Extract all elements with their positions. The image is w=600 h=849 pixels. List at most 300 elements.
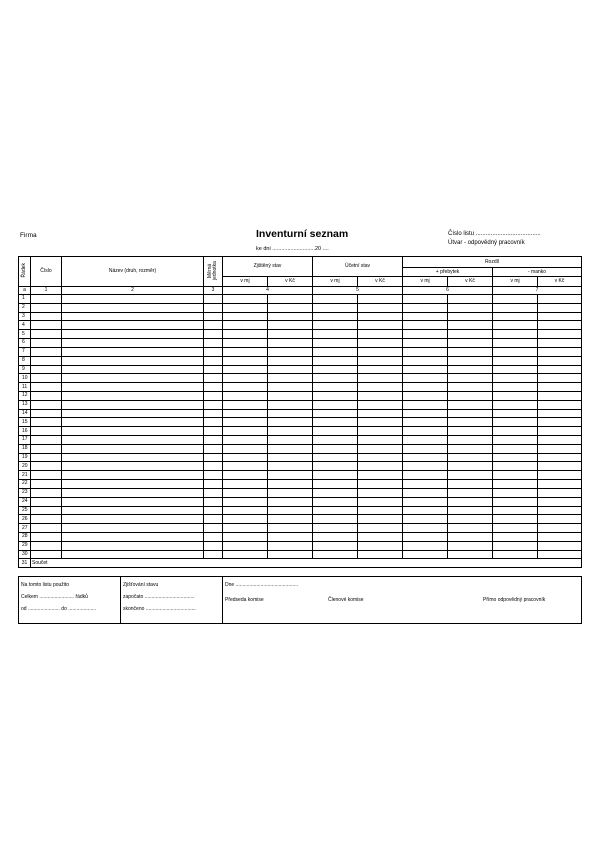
table-cell — [223, 295, 268, 304]
row-number: 22 — [19, 480, 31, 489]
table-row — [19, 339, 582, 348]
table-cell — [538, 488, 582, 497]
table-cell — [403, 400, 448, 409]
table-cell — [538, 383, 582, 392]
table-cell — [313, 409, 358, 418]
table-cell — [358, 532, 403, 541]
table-cell — [493, 541, 538, 550]
table-cell — [223, 488, 268, 497]
table-cell — [204, 488, 223, 497]
table-cell — [62, 541, 204, 550]
row-number: 7 — [19, 347, 31, 356]
table-cell — [538, 524, 582, 533]
table-cell — [62, 462, 204, 471]
table-cell — [31, 312, 62, 321]
row-number: 20 — [19, 462, 31, 471]
row-number: 3 — [19, 312, 31, 321]
table-cell — [62, 524, 204, 533]
table-cell — [358, 541, 403, 550]
sub-prebytek-kc: v Kč — [448, 277, 493, 287]
table-cell — [403, 409, 448, 418]
firma-label: Firma — [20, 232, 37, 239]
table-cell — [358, 303, 403, 312]
table-cell — [62, 383, 204, 392]
index-a: a — [19, 287, 31, 295]
table-cell — [204, 356, 223, 365]
table-cell — [268, 550, 313, 559]
table-cell — [538, 444, 582, 453]
table-cell — [493, 462, 538, 471]
table-cell — [403, 383, 448, 392]
table-row — [19, 488, 582, 497]
table-cell — [538, 506, 582, 515]
table-cell — [313, 488, 358, 497]
table-cell — [403, 374, 448, 383]
table-cell — [62, 497, 204, 506]
table-cell — [223, 303, 268, 312]
row-number: 17 — [19, 436, 31, 445]
table-cell — [358, 347, 403, 356]
ke-dni-field: ke dni ............................20 .... — [256, 246, 329, 252]
table-cell — [223, 506, 268, 515]
row-number: 12 — [19, 391, 31, 400]
footer-primo-odpovedny: Přímo odpovědný pracovník — [483, 597, 546, 603]
table-cell — [538, 312, 582, 321]
table-cell — [538, 462, 582, 471]
table-cell — [313, 532, 358, 541]
table-cell — [493, 436, 538, 445]
table-cell — [358, 391, 403, 400]
table-cell — [204, 303, 223, 312]
table-cell — [204, 541, 223, 550]
table-cell — [62, 427, 204, 436]
table-cell — [62, 409, 204, 418]
table-row — [19, 409, 582, 418]
table-cell — [538, 550, 582, 559]
table-cell — [223, 541, 268, 550]
table-cell — [313, 427, 358, 436]
table-cell — [268, 515, 313, 524]
table-cell — [448, 391, 493, 400]
row-number: 19 — [19, 453, 31, 462]
table-cell — [31, 480, 62, 489]
table-cell — [204, 409, 223, 418]
table-cell — [493, 356, 538, 365]
table-cell — [448, 453, 493, 462]
table-cell — [31, 550, 62, 559]
footer-left — [19, 577, 121, 624]
table-cell — [204, 347, 223, 356]
table-cell — [538, 330, 582, 339]
table-cell — [31, 532, 62, 541]
row-number: 9 — [19, 365, 31, 374]
table-cell — [62, 488, 204, 497]
table-cell — [223, 480, 268, 489]
table-cell — [62, 444, 204, 453]
table-cell — [403, 330, 448, 339]
table-cell — [313, 453, 358, 462]
table-cell — [204, 330, 223, 339]
table-cell — [62, 330, 204, 339]
table-cell — [62, 532, 204, 541]
table-cell — [358, 471, 403, 480]
table-cell — [223, 462, 268, 471]
table-cell — [62, 436, 204, 445]
row-number: 16 — [19, 427, 31, 436]
table-row — [19, 541, 582, 550]
table-cell — [493, 365, 538, 374]
table-cell — [493, 347, 538, 356]
table-cell — [358, 427, 403, 436]
table-cell — [493, 524, 538, 533]
table-cell — [62, 321, 204, 330]
index-6: 6 — [403, 287, 493, 295]
table-row — [19, 347, 582, 356]
row-number: 21 — [19, 471, 31, 480]
table-cell — [538, 356, 582, 365]
table-cell — [268, 462, 313, 471]
index-7: 7 — [493, 287, 582, 295]
table-cell — [268, 506, 313, 515]
table-cell — [268, 330, 313, 339]
table-cell — [31, 383, 62, 392]
table-cell — [448, 444, 493, 453]
table-row — [19, 383, 582, 392]
table-cell — [493, 312, 538, 321]
row-number: 2 — [19, 303, 31, 312]
table-cell — [31, 409, 62, 418]
table-cell — [403, 488, 448, 497]
table-cell — [493, 550, 538, 559]
table-cell — [493, 303, 538, 312]
table-cell — [493, 515, 538, 524]
table-cell — [448, 550, 493, 559]
table-cell — [493, 453, 538, 462]
table-cell — [538, 365, 582, 374]
table-cell — [313, 471, 358, 480]
table-cell — [268, 347, 313, 356]
table-cell — [493, 295, 538, 304]
table-cell — [538, 532, 582, 541]
table-cell — [31, 339, 62, 348]
table-cell — [223, 524, 268, 533]
table-cell — [313, 295, 358, 304]
table-cell — [448, 374, 493, 383]
table-cell — [358, 480, 403, 489]
table-cell — [403, 321, 448, 330]
table-cell — [62, 391, 204, 400]
table-cell — [268, 303, 313, 312]
row-number: 4 — [19, 321, 31, 330]
table-cell — [493, 409, 538, 418]
table-cell — [448, 524, 493, 533]
header-zjisteny-stav: Zjištěný stav — [223, 257, 313, 277]
table-row — [19, 400, 582, 409]
table-cell — [223, 409, 268, 418]
table-cell — [223, 356, 268, 365]
table-cell — [403, 347, 448, 356]
row-number: 18 — [19, 444, 31, 453]
table-cell — [538, 409, 582, 418]
table-row — [19, 515, 582, 524]
table-cell — [268, 497, 313, 506]
row-number: 14 — [19, 409, 31, 418]
table-cell — [31, 330, 62, 339]
sub-ucetni-kc: v Kč — [358, 277, 403, 287]
table-cell — [268, 391, 313, 400]
table-cell — [223, 321, 268, 330]
header-rozdil: Rozdíl — [403, 257, 582, 268]
table-cell — [493, 339, 538, 348]
table-cell — [204, 506, 223, 515]
table-cell — [448, 488, 493, 497]
table-cell — [31, 541, 62, 550]
table-cell — [204, 444, 223, 453]
table-cell — [448, 330, 493, 339]
table-cell — [403, 453, 448, 462]
table-cell — [204, 480, 223, 489]
table-cell — [448, 295, 493, 304]
table-cell — [313, 550, 358, 559]
table-cell — [223, 400, 268, 409]
table-cell — [493, 391, 538, 400]
table-cell — [223, 339, 268, 348]
table-cell — [204, 295, 223, 304]
table-cell — [538, 541, 582, 550]
table-cell — [62, 374, 204, 383]
table-cell — [31, 524, 62, 533]
row-number: 5 — [19, 330, 31, 339]
table-cell — [223, 427, 268, 436]
table-cell — [31, 488, 62, 497]
footer-clenove-komise: Členové komise — [328, 597, 364, 603]
table-cell — [448, 303, 493, 312]
table-cell — [493, 400, 538, 409]
table-row — [19, 391, 582, 400]
footer-predseda-komise: Předseda komise — [225, 597, 264, 603]
row-number: 29 — [19, 541, 31, 550]
table-cell — [538, 321, 582, 330]
table-cell — [358, 295, 403, 304]
table-cell — [204, 365, 223, 374]
footer-zapocato: započato .................................... — [123, 594, 195, 600]
row-number: 15 — [19, 418, 31, 427]
table-cell — [31, 427, 62, 436]
table-cell — [538, 436, 582, 445]
table-cell — [268, 339, 313, 348]
table-cell — [493, 427, 538, 436]
table-cell — [448, 497, 493, 506]
row-number: 28 — [19, 532, 31, 541]
table-cell — [31, 356, 62, 365]
table-cell — [538, 295, 582, 304]
page-title: Inventurní seznam — [256, 228, 349, 240]
table-cell — [493, 480, 538, 489]
row-number: 13 — [19, 400, 31, 409]
table-cell — [223, 532, 268, 541]
table-row — [19, 444, 582, 453]
table-cell — [448, 418, 493, 427]
table-cell — [403, 506, 448, 515]
header-merna-jednotka: Měrná jednotka — [204, 257, 223, 287]
table-cell — [223, 436, 268, 445]
table-cell — [448, 383, 493, 392]
table-cell — [268, 524, 313, 533]
table-cell — [313, 383, 358, 392]
table-cell — [448, 462, 493, 471]
table-cell — [358, 400, 403, 409]
row-number: 1 — [19, 295, 31, 304]
table-cell — [403, 303, 448, 312]
table-cell — [448, 409, 493, 418]
table-cell — [62, 356, 204, 365]
index-2: 2 — [62, 287, 204, 295]
table-cell — [313, 339, 358, 348]
table-cell — [204, 391, 223, 400]
table-cell — [204, 462, 223, 471]
footer-celkem-radku: Celkem ......................... řádků — [21, 594, 88, 600]
sum-label: Součet — [31, 559, 582, 568]
table-cell — [62, 339, 204, 348]
table-cell — [358, 497, 403, 506]
table-cell — [268, 374, 313, 383]
table-cell — [403, 365, 448, 374]
table-cell — [403, 480, 448, 489]
table-cell — [448, 339, 493, 348]
table-cell — [403, 515, 448, 524]
row-number: 8 — [19, 356, 31, 365]
table-cell — [31, 471, 62, 480]
table-cell — [223, 453, 268, 462]
table-cell — [313, 524, 358, 533]
table-cell — [204, 312, 223, 321]
table-cell — [403, 295, 448, 304]
sub-manko-kc: v Kč — [538, 277, 582, 287]
table-cell — [448, 436, 493, 445]
table-cell — [358, 506, 403, 515]
header-nazev: Název (druh, rozměr) — [62, 257, 204, 287]
table-cell — [313, 356, 358, 365]
table-cell — [268, 471, 313, 480]
table-cell — [31, 515, 62, 524]
table-cell — [448, 471, 493, 480]
table-cell — [204, 550, 223, 559]
table-cell — [268, 365, 313, 374]
table-cell — [358, 436, 403, 445]
table-cell — [62, 471, 204, 480]
table-cell — [268, 295, 313, 304]
table-cell — [403, 532, 448, 541]
index-1: 1 — [31, 287, 62, 295]
table-cell — [31, 321, 62, 330]
table-cell — [358, 488, 403, 497]
table-cell — [204, 453, 223, 462]
footer-skonceno: skončeno .................................... — [123, 606, 196, 612]
cislo-listu-field: Číslo listu ....................................... — [448, 231, 541, 237]
table-cell — [538, 427, 582, 436]
table-cell — [493, 383, 538, 392]
table-cell — [62, 303, 204, 312]
table-cell — [204, 524, 223, 533]
table-row — [19, 427, 582, 436]
table-cell — [403, 497, 448, 506]
table-cell — [313, 303, 358, 312]
table-cell — [62, 365, 204, 374]
table-cell — [268, 488, 313, 497]
table-cell — [31, 295, 62, 304]
table-row — [19, 356, 582, 365]
table-cell — [493, 374, 538, 383]
table-cell — [268, 436, 313, 445]
table-cell — [223, 374, 268, 383]
table-cell — [31, 303, 62, 312]
footer-na-tomto-listu: Na tomto listu použito — [21, 582, 70, 588]
table-cell — [223, 365, 268, 374]
footer-signatures — [223, 577, 582, 624]
sub-zjisteny-kc: v Kč — [268, 277, 313, 287]
table-row — [19, 506, 582, 515]
table-cell — [538, 497, 582, 506]
table-cell — [538, 303, 582, 312]
footer-table — [18, 576, 582, 624]
table-cell — [223, 497, 268, 506]
table-cell — [538, 480, 582, 489]
table-cell — [204, 374, 223, 383]
table-cell — [223, 418, 268, 427]
table-cell — [493, 532, 538, 541]
table-cell — [403, 462, 448, 471]
table-row — [19, 312, 582, 321]
index-4: 4 — [223, 287, 313, 295]
footer-dne: Dne ............................................. — [225, 582, 299, 588]
table-cell — [313, 321, 358, 330]
table-cell — [493, 497, 538, 506]
table-cell — [223, 471, 268, 480]
sub-manko-mj: v mj — [493, 277, 538, 287]
row-number: 27 — [19, 524, 31, 533]
table-cell — [358, 356, 403, 365]
row-number: 23 — [19, 488, 31, 497]
table-cell — [448, 347, 493, 356]
table-cell — [223, 347, 268, 356]
table-cell — [448, 400, 493, 409]
table-cell — [538, 347, 582, 356]
header-prebytek: + přebytek — [403, 268, 493, 277]
table-cell — [403, 550, 448, 559]
row-number: 30 — [19, 550, 31, 559]
header-radek: Řádek — [19, 257, 31, 287]
table-cell — [358, 330, 403, 339]
table-cell — [448, 532, 493, 541]
table-cell — [358, 453, 403, 462]
table-cell — [448, 365, 493, 374]
table-cell — [538, 374, 582, 383]
table-cell — [403, 471, 448, 480]
footer-zjistovani-stavu: Zjišťování stavu — [123, 582, 159, 588]
table-cell — [358, 444, 403, 453]
table-cell — [358, 515, 403, 524]
table-cell — [268, 400, 313, 409]
table-cell — [403, 418, 448, 427]
row-number: 10 — [19, 374, 31, 383]
table-row — [19, 462, 582, 471]
table-row — [19, 453, 582, 462]
table-cell — [358, 418, 403, 427]
table-cell — [313, 391, 358, 400]
table-cell — [493, 506, 538, 515]
table-cell — [358, 550, 403, 559]
table-cell — [31, 391, 62, 400]
